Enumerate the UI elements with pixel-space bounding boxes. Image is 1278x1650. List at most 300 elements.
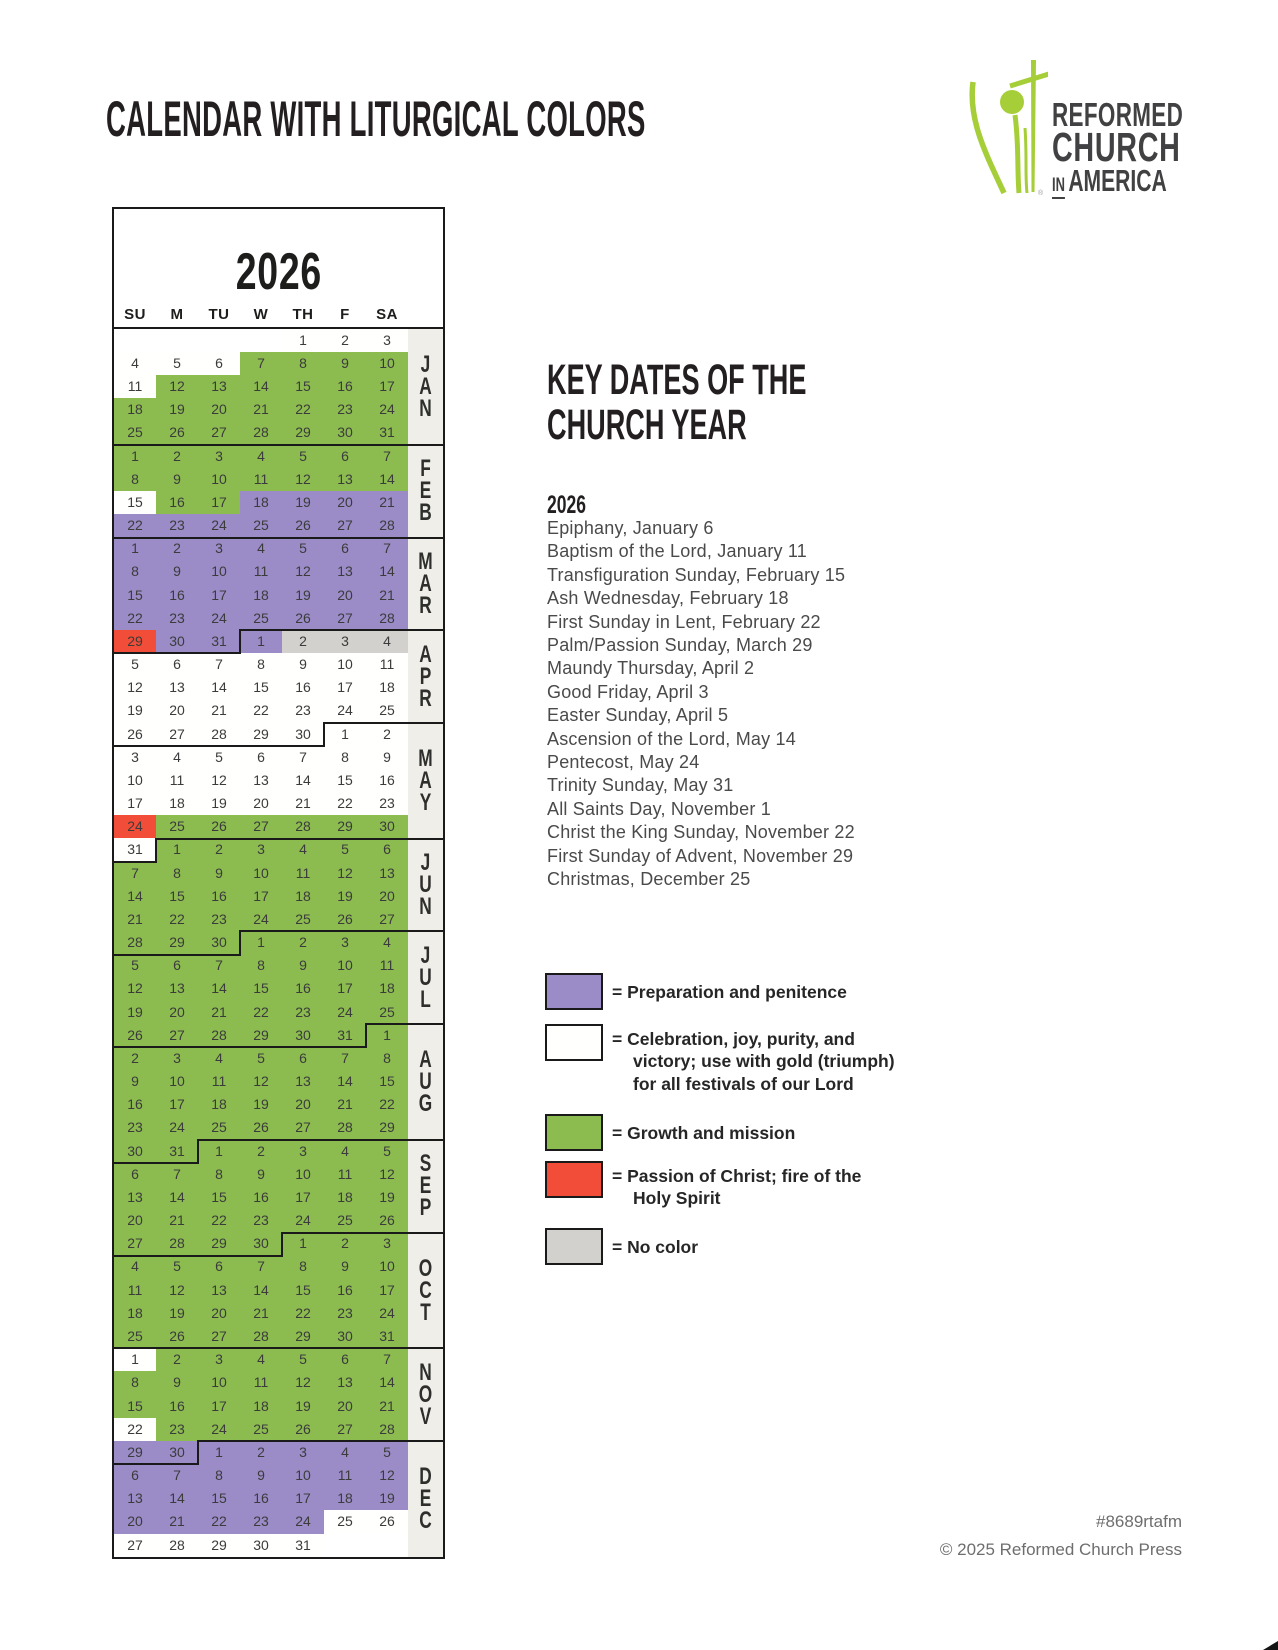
calendar-day-cell: 10: [240, 862, 283, 886]
calendar-day-cell: 8: [114, 468, 157, 492]
month-divider-bottom: [114, 745, 325, 747]
calendar-day-cell: 2: [240, 1441, 283, 1465]
calendar-day-cell: 28: [366, 1418, 409, 1442]
calendar-day-cell: 10: [198, 560, 241, 584]
month-divider: [114, 1347, 443, 1349]
calendar-day-cell: 20: [114, 1510, 157, 1534]
calendar-day-cell: 8: [114, 1371, 157, 1395]
calendar-day-cell: 16: [156, 1395, 199, 1419]
calendar-day-cell: 19: [366, 1487, 409, 1511]
calendar-day-cell: 12: [198, 769, 241, 793]
calendar-day-cell: 22: [114, 1418, 157, 1442]
calendar-day-cell: 28: [156, 1232, 199, 1256]
calendar-day-cell: 14: [156, 1487, 199, 1511]
calendar-day-cell: 26: [156, 421, 199, 445]
month-divider-bottom: [114, 954, 241, 956]
calendar-day-cell: 18: [366, 676, 409, 700]
calendar-day-cell: 3: [114, 746, 157, 770]
rca-logo: [948, 52, 1198, 202]
month-divider-top: [323, 722, 443, 724]
calendar-day-cell: 6: [156, 954, 199, 978]
month-divider: [114, 444, 443, 446]
calendar-day-cell: 22: [240, 1001, 283, 1025]
calendar-day-cell: 25: [324, 1209, 367, 1233]
calendar-day-cell: 29: [114, 630, 157, 654]
logo-text-reformed: REFORMED: [1052, 96, 1184, 133]
calendar-day-cell: 11: [114, 375, 157, 399]
calendar-day-cell: 22: [240, 699, 283, 723]
month-label-aug: A U G: [418, 1046, 433, 1118]
legend-swatch-passion-fire: [545, 1161, 603, 1198]
calendar-day-cell: 1: [156, 838, 199, 862]
calendar-day-cell: 19: [282, 1395, 325, 1419]
calendar-day-cell: 29: [156, 931, 199, 955]
month-divider-top: [155, 838, 443, 840]
legend-label-no-color: = No color: [612, 1237, 699, 1257]
calendar-day-cell: 11: [324, 1163, 367, 1187]
calendar-year: 2026: [235, 243, 322, 301]
calendar-day-cell: 15: [366, 1070, 409, 1094]
calendar-day-cell: 27: [114, 1534, 157, 1558]
calendar-day-cell: 28: [114, 931, 157, 955]
calendar-day-cell: 23: [324, 398, 367, 422]
key-date-item: Epiphany, January 6: [547, 518, 714, 538]
calendar-day-cell: 25: [156, 815, 199, 839]
header-rule: [114, 327, 443, 329]
calendar-day-cell: 18: [366, 977, 409, 1001]
key-date-item: First Sunday in Lent, February 22: [547, 611, 821, 632]
calendar-day-cell: 24: [366, 1302, 409, 1326]
calendar-day-cell: 26: [156, 1325, 199, 1349]
key-dates-title: KEY DATES OF THE CHURCH YEAR: [547, 356, 807, 449]
calendar-day-cell: 22: [324, 792, 367, 816]
calendar-day-cell: 19: [366, 1186, 409, 1210]
calendar-day-cell: 1: [240, 630, 283, 654]
month-divider-bottom: [114, 861, 157, 863]
calendar-day-cell: 28: [240, 1325, 283, 1349]
calendar-day-cell: 14: [366, 560, 409, 584]
day-header-tu: TU: [208, 306, 230, 323]
calendar-day-cell: 19: [114, 1001, 157, 1025]
calendar-day-cell: 30: [324, 421, 367, 445]
calendar-day-cell: 2: [156, 537, 199, 561]
month-divider-step: [365, 1023, 367, 1048]
calendar-day-cell: 14: [282, 769, 325, 793]
calendar-day-cell: 26: [366, 1209, 409, 1233]
calendar-day-cell: 26: [282, 1418, 325, 1442]
calendar-day-cell: 7: [156, 1464, 199, 1488]
month-divider: [114, 537, 443, 539]
calendar-day-cell: 13: [282, 1070, 325, 1094]
calendar-day-cell: 27: [366, 908, 409, 932]
calendar-day-cell: 26: [114, 1024, 157, 1048]
calendar-day-cell: 14: [324, 1070, 367, 1094]
month-label-jun: J U N: [419, 849, 432, 921]
month-divider-bottom: [114, 652, 241, 654]
calendar-day-cell: 27: [198, 421, 241, 445]
calendar-day-cell: 9: [156, 468, 199, 492]
calendar-day-cell: 5: [282, 537, 325, 561]
calendar-day-cell: 23: [282, 699, 325, 723]
calendar-day-cell: 10: [198, 468, 241, 492]
calendar-day-cell: 5: [324, 838, 367, 862]
calendar-day-cell: 11: [156, 769, 199, 793]
calendar-day-cell: 28: [240, 421, 283, 445]
calendar-day-cell: 15: [240, 676, 283, 700]
calendar-day-cell: 31: [324, 1024, 367, 1048]
calendar-day-cell: 1: [366, 1024, 409, 1048]
calendar-day-cell: 7: [156, 1163, 199, 1187]
key-date-item: Ascension of the Lord, May 14: [547, 728, 796, 749]
month-divider-step: [323, 722, 325, 747]
calendar-day-cell: 10: [156, 1070, 199, 1094]
calendar-day-cell: 17: [198, 1395, 241, 1419]
calendar-day-cell: 20: [156, 699, 199, 723]
calendar-day-cell: 31: [366, 1325, 409, 1349]
calendar-day-cell: 18: [240, 584, 283, 608]
calendar-day-cell: 24: [240, 908, 283, 932]
month-label-nov: N O V: [418, 1358, 433, 1430]
month-divider-top: [281, 1232, 443, 1234]
calendar-day-cell: 16: [114, 1093, 157, 1117]
calendar-day-cell: 25: [282, 908, 325, 932]
calendar-day-cell: 1: [198, 1441, 241, 1465]
calendar-day-cell: 5: [366, 1140, 409, 1164]
legend-swatch-preparation-penitence: [545, 973, 603, 1010]
footer: [940, 1508, 1182, 1564]
month-label-dec: D E C: [419, 1463, 432, 1535]
calendar-day-cell: 30: [156, 1441, 199, 1465]
calendar-day-cell: 3: [366, 329, 409, 353]
calendar-day-cell: 7: [366, 537, 409, 561]
calendar-day-cell: 19: [240, 1093, 283, 1117]
calendar-day-cell: 13: [156, 977, 199, 1001]
calendar-day-cell: 30: [198, 931, 241, 955]
calendar-day-cell: 9: [156, 560, 199, 584]
calendar-day-cell: 16: [366, 769, 409, 793]
calendar-day-cell: 15: [240, 977, 283, 1001]
calendar-day-cell: 14: [240, 1279, 283, 1303]
calendar-day-cell: 5: [282, 1348, 325, 1372]
calendar-day-cell: 1: [282, 329, 325, 353]
calendar-day-cell: 21: [156, 1510, 199, 1534]
calendar-day-cell: 14: [240, 375, 283, 399]
calendar-day-cell: 5: [282, 445, 325, 469]
month-divider-step: [197, 1440, 199, 1465]
calendar-day-cell: 18: [324, 1487, 367, 1511]
calendar-day-cell: 21: [366, 1395, 409, 1419]
calendar-day-cell: 29: [198, 1534, 241, 1558]
calendar-day-cell: 4: [324, 1441, 367, 1465]
calendar-day-cell: 13: [198, 1279, 241, 1303]
calendar-day-cell: 14: [366, 468, 409, 492]
calendar-day-cell: 1: [240, 931, 283, 955]
calendar-day-cell: 12: [114, 977, 157, 1001]
calendar-day-cell: 21: [240, 398, 283, 422]
calendar-day-cell: 26: [366, 1510, 409, 1534]
calendar-day-cell: 31: [156, 1140, 199, 1164]
calendar-day-cell: 28: [198, 1024, 241, 1048]
calendar-day-cell: 6: [324, 1348, 367, 1372]
calendar-day-cell: 11: [240, 468, 283, 492]
month-divider-top: [197, 1139, 443, 1141]
calendar-day-cell: 29: [366, 1116, 409, 1140]
calendar-day-cell: 16: [324, 1279, 367, 1303]
calendar-day-cell: 13: [240, 769, 283, 793]
calendar-day-cell: 17: [324, 977, 367, 1001]
calendar-day-cell: 4: [366, 630, 409, 654]
calendar-day-cell: 22: [282, 1302, 325, 1326]
calendar-day-cell: 20: [282, 1093, 325, 1117]
key-date-item: Easter Sunday, April 5: [547, 705, 729, 726]
key-date-item: Trinity Sunday, May 31: [547, 775, 734, 796]
calendar-day-cell: 11: [198, 1070, 241, 1094]
calendar-day-cell: 16: [240, 1487, 283, 1511]
calendar-day-cell: 20: [324, 584, 367, 608]
legend-swatch-celebration: [545, 1024, 603, 1061]
calendar-day-cell: 12: [282, 1371, 325, 1395]
calendar-day-cell: 4: [240, 537, 283, 561]
calendar-day-cell: 17: [156, 1093, 199, 1117]
calendar-day-cell: 20: [366, 885, 409, 909]
calendar-grid: [114, 209, 443, 1557]
calendar-day-cell: 9: [282, 954, 325, 978]
calendar-day-cell: 21: [198, 699, 241, 723]
month-divider-top: [197, 1440, 443, 1442]
calendar-day-cell: 29: [240, 1024, 283, 1048]
calendar-day-cell: 3: [324, 630, 367, 654]
calendar-day-cell: 24: [198, 514, 241, 538]
calendar-day-cell: 6: [198, 352, 241, 376]
calendar-day-cell: 4: [240, 1348, 283, 1372]
key-date-item: Christmas, December 25: [547, 869, 751, 890]
calendar-day-cell: 26: [114, 723, 157, 747]
calendar-day-cell: 10: [324, 653, 367, 677]
calendar-day-cell: 23: [198, 908, 241, 932]
calendar-day-cell: 28: [198, 723, 241, 747]
calendar-day-cell: 11: [282, 862, 325, 886]
calendar-day-cell: 2: [114, 1047, 157, 1071]
calendar-day-cell: 1: [198, 1140, 241, 1164]
calendar-day-cell: 16: [156, 584, 199, 608]
key-date-item: Christ the King Sunday, November 22: [547, 822, 855, 843]
calendar-day-cell: 3: [198, 445, 241, 469]
calendar-day-cell: 29: [198, 1232, 241, 1256]
calendar-day-cell: 26: [282, 607, 325, 631]
calendar-day-cell: 20: [198, 398, 241, 422]
legend-label-preparation-penitence: = Preparation and penitence: [612, 982, 847, 1002]
calendar-day-cell: 6: [324, 537, 367, 561]
calendar-day-cell: 15: [114, 491, 157, 515]
calendar-day-cell: 14: [198, 977, 241, 1001]
calendar-day-cell: 2: [156, 445, 199, 469]
calendar-day-cell: 13: [114, 1487, 157, 1511]
calendar-day-cell: 5: [198, 746, 241, 770]
calendar-day-cell: 25: [324, 1510, 367, 1534]
month-divider-step: [281, 1232, 283, 1257]
month-label-jul: J U L: [419, 941, 432, 1013]
calendar-day-cell: 20: [240, 792, 283, 816]
calendar-day-cell: 15: [114, 584, 157, 608]
calendar-day-cell: 7: [198, 954, 241, 978]
calendar-day-cell: 1: [114, 537, 157, 561]
calendar-day-cell: 8: [282, 352, 325, 376]
calendar-day-cell: 17: [366, 1279, 409, 1303]
month-divider-step: [239, 930, 241, 955]
calendar-day-cell: 7: [366, 1348, 409, 1372]
calendar-day-cell: 8: [366, 1047, 409, 1071]
month-divider-top: [365, 1023, 443, 1025]
calendar-day-cell: 18: [240, 491, 283, 515]
calendar-day-cell: 5: [156, 1255, 199, 1279]
calendar-day-cell: 9: [240, 1163, 283, 1187]
calendar-day-cell: 18: [198, 1093, 241, 1117]
calendar-day-cell: 15: [282, 375, 325, 399]
calendar-day-cell: 22: [156, 908, 199, 932]
calendar-day-cell: 4: [198, 1047, 241, 1071]
day-header-m: M: [170, 306, 184, 323]
calendar-day-cell: 25: [240, 607, 283, 631]
day-header-f: F: [340, 306, 350, 323]
calendar-day-cell: 30: [282, 723, 325, 747]
calendar-day-cell: 26: [282, 514, 325, 538]
calendar-day-cell: 9: [240, 1464, 283, 1488]
calendar-day-cell: 6: [366, 838, 409, 862]
calendar-day-cell: 7: [324, 1047, 367, 1071]
calendar-day-cell: 4: [156, 746, 199, 770]
calendar-day-cell: 2: [324, 329, 367, 353]
calendar-day-cell: 27: [114, 1232, 157, 1256]
calendar-day-cell: 12: [324, 862, 367, 886]
calendar-day-cell: 20: [324, 491, 367, 515]
month-label-mar: M A R: [418, 547, 433, 619]
calendar-day-cell: 16: [324, 375, 367, 399]
calendar-day-cell: 5: [156, 352, 199, 376]
month-label-apr: A P R: [419, 640, 432, 712]
month-divider-top: [239, 930, 443, 932]
calendar-day-cell: 31: [282, 1534, 325, 1558]
calendar-day-cell: 3: [282, 1140, 325, 1164]
calendar-day-cell: 9: [324, 352, 367, 376]
calendar-day-cell: 23: [240, 1209, 283, 1233]
day-header-su: SU: [124, 306, 146, 323]
month-divider-bottom: [114, 1162, 199, 1164]
calendar-day-cell: 30: [240, 1232, 283, 1256]
calendar-day-cell: 12: [366, 1464, 409, 1488]
calendar-day-cell: 18: [114, 398, 157, 422]
calendar-day-cell: 10: [282, 1464, 325, 1488]
calendar-day-cell: 7: [240, 1255, 283, 1279]
calendar-day-cell: 27: [324, 514, 367, 538]
calendar-day-cell: 15: [156, 885, 199, 909]
month-label-oct: O C T: [418, 1254, 433, 1326]
calendar-day-cell: 6: [198, 1255, 241, 1279]
calendar-day-cell: 28: [324, 1116, 367, 1140]
key-date-item: Pentecost, May 24: [547, 752, 700, 773]
calendar-day-cell: 19: [282, 491, 325, 515]
calendar-day-cell: 5: [240, 1047, 283, 1071]
calendar-day-cell: 4: [114, 1255, 157, 1279]
calendar-day-cell: 8: [240, 653, 283, 677]
calendar-day-cell: 11: [114, 1279, 157, 1303]
calendar-day-cell: 31: [114, 838, 157, 862]
calendar-day-cell: 29: [282, 1325, 325, 1349]
calendar-day-cell: 12: [156, 1279, 199, 1303]
calendar-day-cell: 23: [114, 1116, 157, 1140]
calendar-day-cell: 27: [198, 1325, 241, 1349]
rca-logo-mark-icon: [948, 52, 1048, 197]
calendar-day-cell: 22: [282, 398, 325, 422]
calendar-day-cell: 11: [240, 560, 283, 584]
calendar-day-cell: 7: [240, 352, 283, 376]
calendar-day-cell: 19: [324, 885, 367, 909]
legend-label-growth-mission: = Growth and mission: [612, 1123, 796, 1143]
calendar-day-cell: 8: [324, 746, 367, 770]
calendar-day-cell: 22: [114, 514, 157, 538]
calendar-day-cell: 16: [282, 676, 325, 700]
calendar-day-cell: 25: [114, 421, 157, 445]
calendar-day-cell: 24: [282, 1510, 325, 1534]
calendar-day-cell: 23: [156, 607, 199, 631]
calendar-day-cell: 7: [282, 746, 325, 770]
calendar-day-cell: 12: [282, 560, 325, 584]
calendar-day-cell: 30: [282, 1024, 325, 1048]
calendar-day-cell: 4: [366, 931, 409, 955]
day-header-w: W: [253, 306, 269, 323]
calendar-day-cell: 9: [156, 1371, 199, 1395]
calendar-day-cell: 14: [114, 885, 157, 909]
calendar-day-cell: 3: [240, 838, 283, 862]
calendar-day-cell: 10: [366, 352, 409, 376]
month-divider-bottom: [114, 1463, 199, 1465]
calendar-day-cell: 19: [114, 699, 157, 723]
calendar-day-cell: 16: [198, 885, 241, 909]
liturgical-calendar: [112, 207, 445, 1559]
calendar-day-cell: 2: [240, 1140, 283, 1164]
calendar-day-cell: 4: [282, 838, 325, 862]
svg-text:®: ®: [1038, 190, 1044, 197]
calendar-day-cell: 17: [282, 1186, 325, 1210]
calendar-day-cell: 6: [282, 1047, 325, 1071]
calendar-day-cell: 19: [156, 398, 199, 422]
calendar-day-cell: 13: [324, 468, 367, 492]
calendar-day-cell: 28: [366, 514, 409, 538]
calendar-day-cell: 1: [282, 1232, 325, 1256]
footer-copyright: © 2025 Reformed Church Press: [939, 1540, 1182, 1559]
calendar-day-cell: 7: [366, 445, 409, 469]
calendar-day-cell: 29: [240, 723, 283, 747]
month-label-sep: S E P: [419, 1150, 432, 1222]
calendar-day-cell: 24: [324, 1001, 367, 1025]
calendar-day-cell: 2: [198, 838, 241, 862]
calendar-day-cell: 2: [366, 723, 409, 747]
calendar-day-cell: 24: [198, 607, 241, 631]
calendar-day-cell: 16: [240, 1186, 283, 1210]
calendar-day-cell: 30: [114, 1140, 157, 1164]
calendar-day-cell: 9: [324, 1255, 367, 1279]
calendar-day-cell: 17: [366, 375, 409, 399]
calendar-day-cell: 14: [198, 676, 241, 700]
calendar-day-cell: 15: [114, 1395, 157, 1419]
calendar-day-cell: 21: [156, 1209, 199, 1233]
calendar-day-cell: 25: [198, 1116, 241, 1140]
calendar-day-cell: 27: [324, 1418, 367, 1442]
calendar-day-cell: 10: [198, 1371, 241, 1395]
calendar-day-cell: 13: [324, 1371, 367, 1395]
day-header-sa: SA: [376, 306, 398, 323]
calendar-day-cell: 16: [156, 491, 199, 515]
calendar-day-cell: 27: [282, 1116, 325, 1140]
